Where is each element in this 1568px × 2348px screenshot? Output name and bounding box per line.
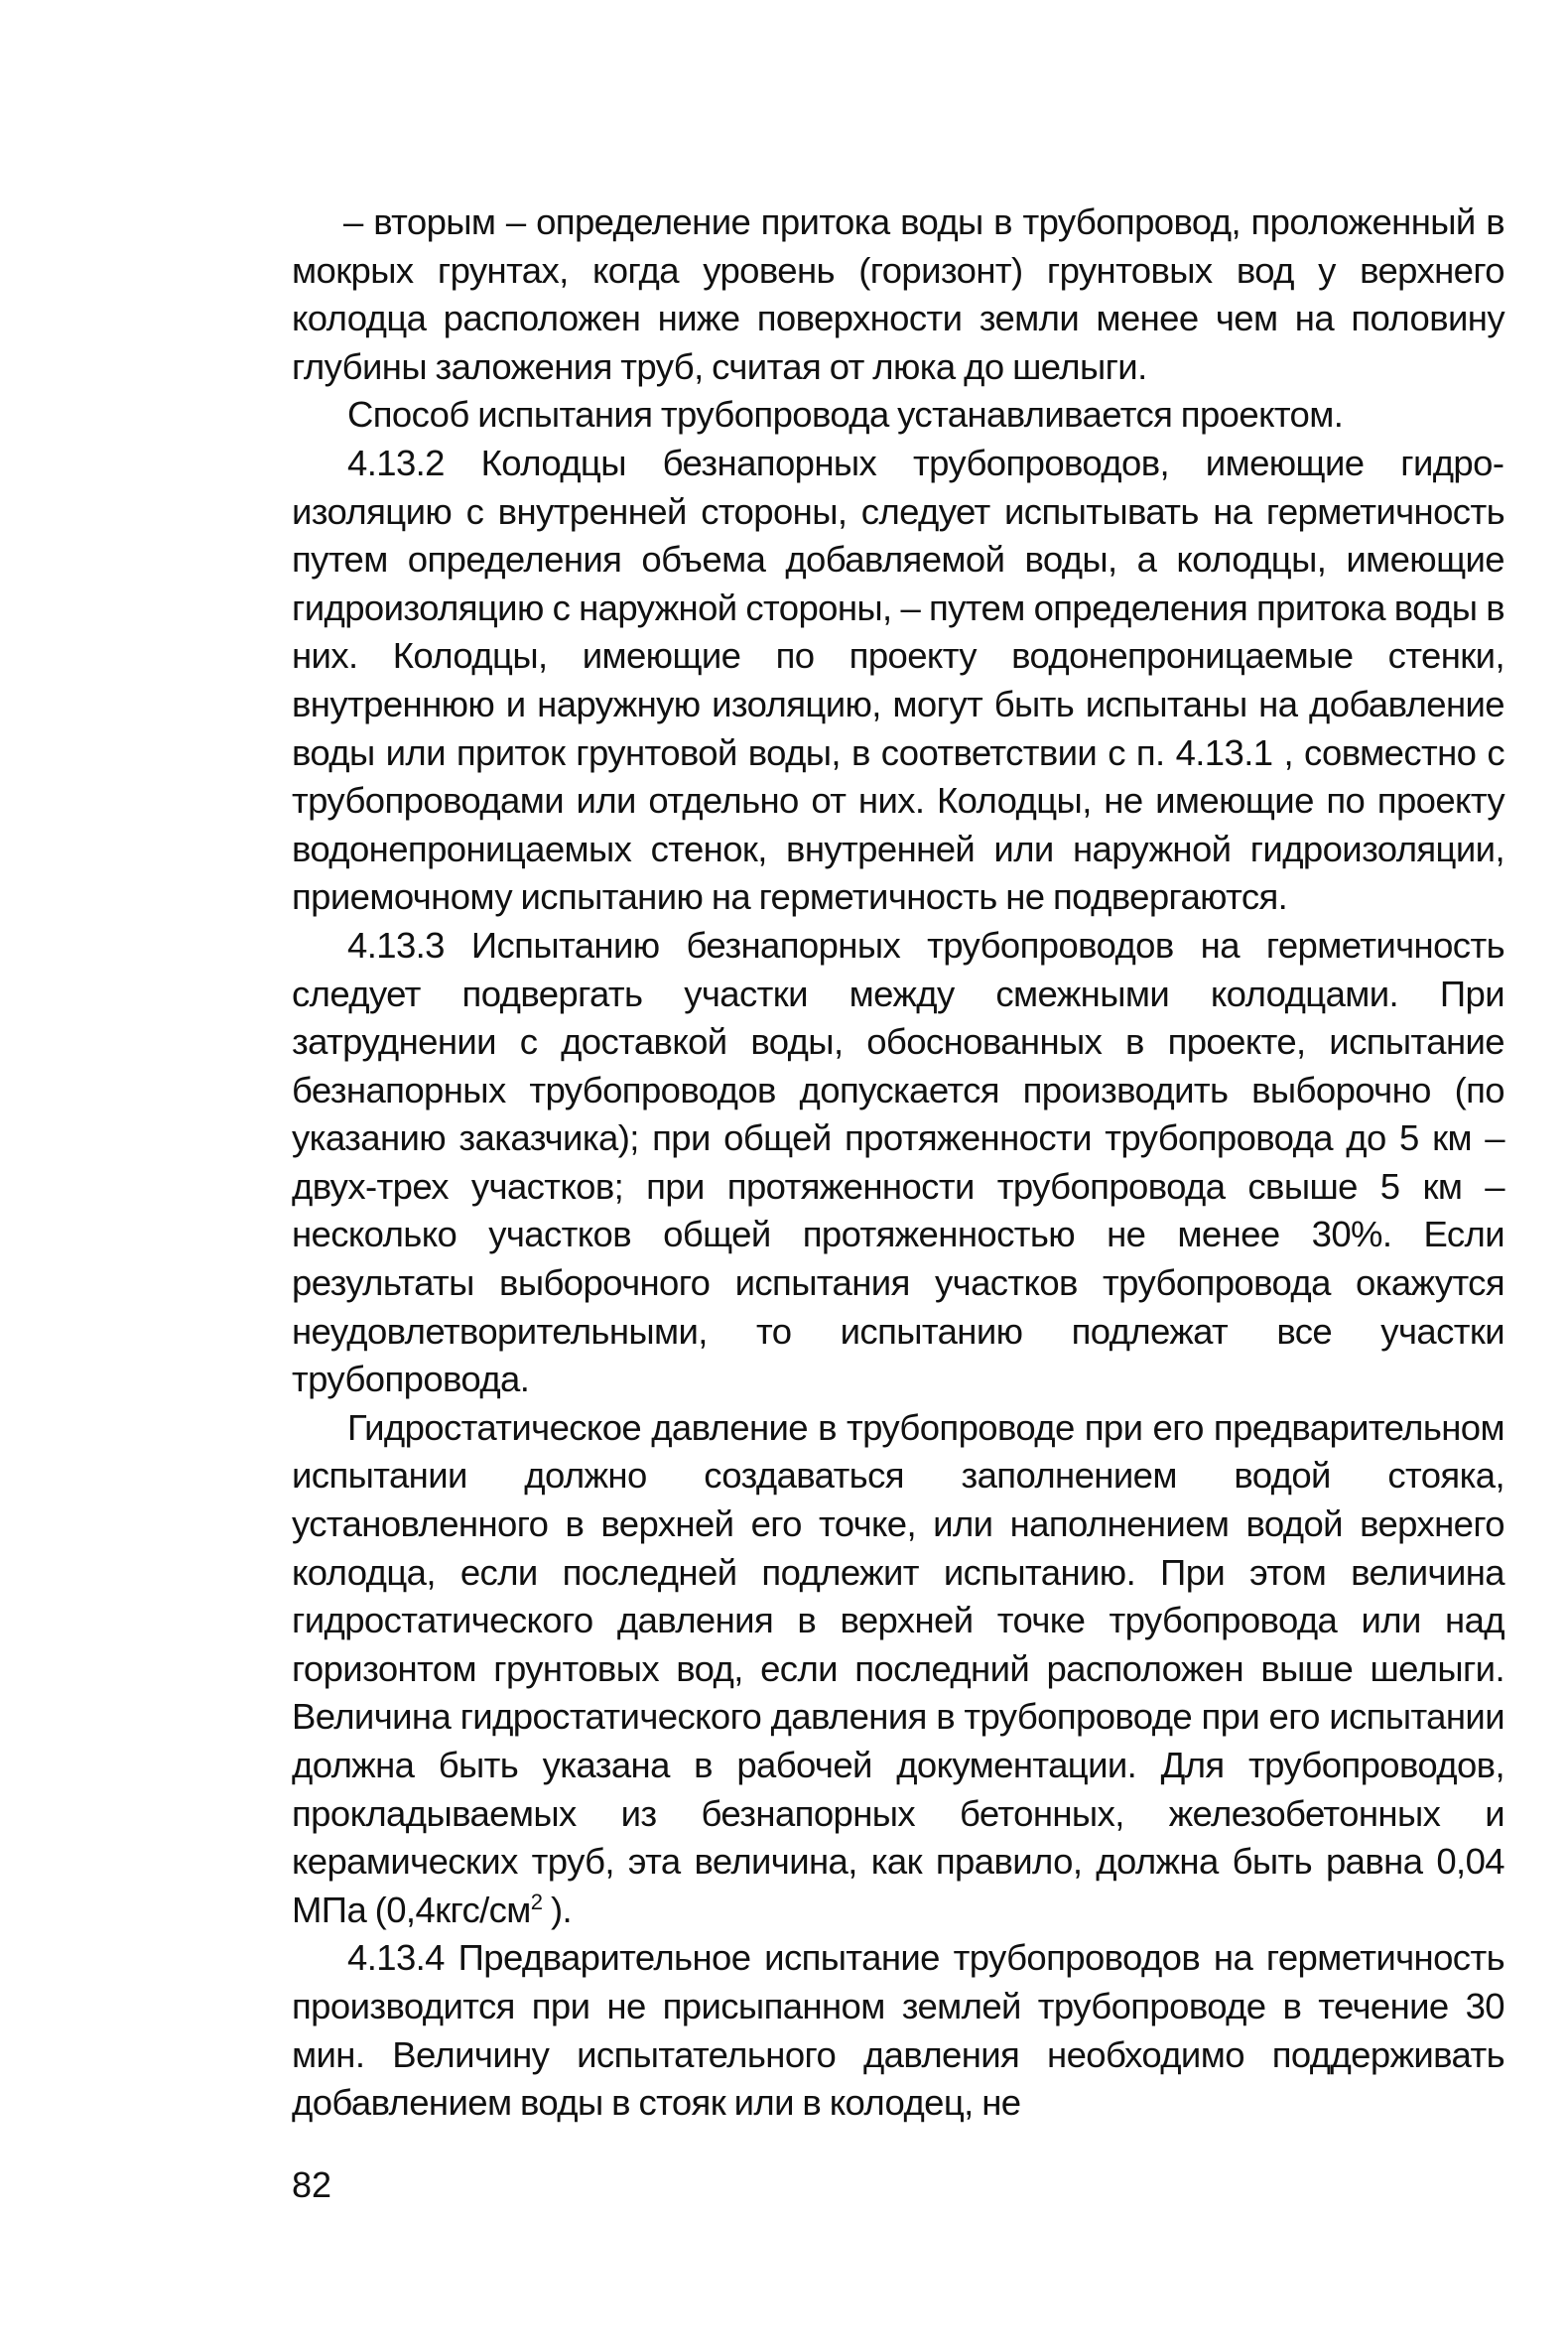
paragraph-4-13-4: 4.13.4 Предварительное испытание трубопроводов на герметичность производится при не присыпанном землей трубопроводе в течение 30 мин. Величину испытательного давления необходимо поддерживать добавлением воды в стояк или в колодец, не	[292, 1937, 1504, 2124]
page-number: 82	[292, 2164, 332, 2205]
paragraph-second-method: – вторым – определение притока воды в трубопровод, проложенный в мокрых грунтах, когда уровень (горизонт) грунтовых вод у верхнего колодца расположен ниже поверхности земли менее чем на половину глубины заложения труб, считая от люка до шелыги.	[292, 201, 1504, 387]
paragraph-4-13-2: 4.13.2 Колодцы безнапорных трубопроводов, имеющие гидроизоляцию с внутренней стороны, следует испытывать на герметичность путем определения объема добавляемой воды, а колодцы, имеющие гидроизоляцию с наружной стороны, – путем определения притока воды в них. Колодцы, имеющие по проекту водонепроницаемые стенки, внутреннюю и наружную изоляцию, могут быть испытаны на добавление воды или приток грунтовой воды, в соответствии с п. 4.13.1 , совместно с трубопроводами или отдельно от них. Колодцы, не имеющие по проекту водонепроницаемых стенок, внутренней или наружной гидроизоляции, приемочному испытанию на герметичность не подвергаются.	[292, 442, 1504, 918]
unit-tail: ).	[542, 1889, 573, 1930]
hydrostatic-text: Гидростатическое давление в трубопроводе при его предварительном испытании должно создаваться заполнением водой стояка, установленного в верхней его точке, или наполнением водой верхнего колодца, если последней подлежит испытанию. При этом величина гидростатического давления в верхней точке трубопровода или над горизонтом грунтовых вод, если последний расположен выше шелыги. Величина гидростатического давления в трубопроводе при его испытании должна быть указана в рабочей документации. Для трубопроводов, прокладываемых из безнапорных бетонных, железобетонных и керамических труб, эта величина, как правило, должна быть равна 0,04 МПа (0,4кгс/см	[292, 1406, 1504, 1930]
paragraph-hydrostatic-pressure	[292, 1404, 1504, 1935]
unit-superscript: 2	[530, 1889, 543, 1914]
paragraph-4-13-3: 4.13.3 Испытанию безнапорных трубопроводов на герметичность следует подвергать участки между смежными колодцами. При затруднении с доставкой воды, обоснованных в проекте, испытание безнапорных трубопроводов допускается производить выборочно (по указанию заказчика); при общей протяженности трубопровода до 5 км – двух-трех участков; при протяженности трубопровода свыше 5 км – несколько участков общей протяженностью не менее 30%. Если результаты выборочного испытания участков трубопровода окажутся неудовлетворительными, то испытанию подлежат все участки трубопровода.	[292, 924, 1504, 1400]
paragraph-test-method: Способ испытания трубопровода устанавливается проектом.	[347, 394, 1344, 436]
document-page	[292, 198, 1504, 2128]
